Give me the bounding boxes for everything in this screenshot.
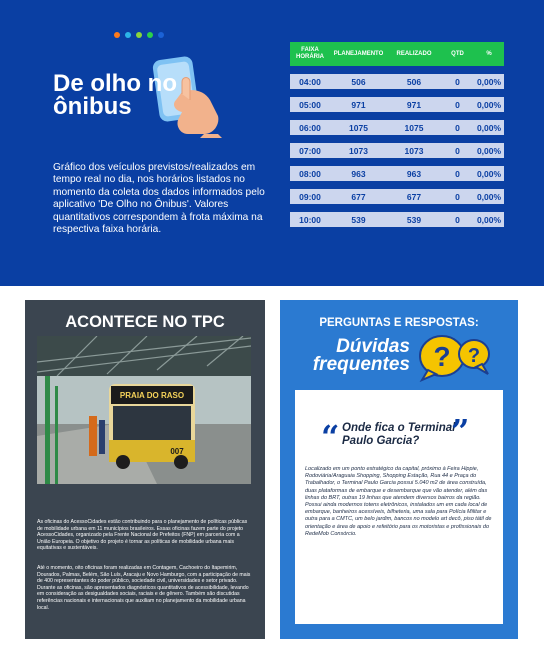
table-row (290, 97, 504, 112)
cell-qty: 0 (441, 166, 474, 181)
decorative-dots (114, 32, 164, 38)
cell-qty: 0 (441, 189, 474, 204)
cell-percent: 0,00% (474, 189, 504, 204)
table-row (290, 120, 504, 135)
cell-percent: 0,00% (474, 74, 504, 89)
cell-time: 07:00 (290, 143, 330, 158)
cell-qty: 0 (441, 74, 474, 89)
dot-green (147, 32, 153, 38)
cell-realized: 539 (387, 212, 441, 227)
col-header-qty: QTD (441, 42, 474, 66)
table-row (290, 143, 504, 158)
bus-terminal-photo (37, 336, 251, 484)
cell-qty: 0 (441, 97, 474, 112)
hero-section (0, 0, 544, 286)
col-header-time-range: FAIXA HORÁRIA (290, 42, 330, 66)
svg-text:?: ? (433, 341, 451, 372)
cell-planned: 963 (330, 166, 387, 181)
table-row (290, 189, 504, 204)
cell-realized: 963 (387, 166, 441, 181)
faq-card (280, 300, 518, 639)
col-header-percent: % (474, 42, 504, 66)
cell-percent: 0,00% (474, 166, 504, 181)
cell-planned: 971 (330, 97, 387, 112)
faq-title (313, 338, 410, 374)
faq-answer: Localizado em um ponto estratégico da capital, próximo à Feira Hippie, Rodoviária/Araguaia Shopping, Shopping Estação, Rua 44 e Praça do Trabalhador, o Terminal Paulo Garcia possui 5.040 m2 de área construída, duas plataformas de embarque e desembarque que vão atender, além das linhas do BRT, outras 19 linhas que atendem diversos bairros da região. Possui ainda modernos totens eletrônicos, instalados um em cada local de embarque, banheiros acessíveis, bilheteria, uma sala para Polícia Militar e outra para a CMTC, um belo jardim, bancos no modelo art decô, piso tátil de orientação e área de apoio e refeitório para os motoristas e profissionais do RedeMob Consórcio. (305, 466, 492, 537)
dot-cyan (125, 32, 131, 38)
faq-heading: PERGUNTAS E RESPOSTAS: (319, 317, 479, 329)
dot-orange (114, 32, 120, 38)
faq-title-line-2: frequentes (312, 354, 410, 375)
cell-realized: 677 (387, 189, 441, 204)
bus-number: 007 (170, 447, 184, 456)
faq-answer-box (295, 390, 503, 624)
dot-lime (136, 32, 142, 38)
cell-qty: 0 (441, 120, 474, 135)
col-header-realized: REALIZADO (387, 42, 441, 66)
cell-qty: 0 (441, 212, 474, 227)
cell-realized: 971 (387, 97, 441, 112)
hero-title: De olho no ônibus (53, 70, 177, 120)
cell-time: 09:00 (290, 189, 330, 204)
svg-text:?: ? (467, 345, 481, 367)
news-title: ACONTECE NO TPC (65, 313, 225, 331)
cell-percent: 0,00% (474, 97, 504, 112)
cell-planned: 1073 (330, 143, 387, 158)
cell-planned: 539 (330, 212, 387, 227)
news-paragraph-1: As oficinas do AcessoCidades estão contribuindo para o planejamento de políticas públicas de mobilidade urbana em 11 municípios brasileiros. Essas oficinas fazem parte do projeto AcessoCidades, organizado pela Frente Nacional de Prefeitos (FNP) em parceria com a União Europeia. O objetivo do projeto é tornar as políticas de mobilidade urbana mais equitativas e sustentáveis. (37, 519, 248, 552)
cell-percent: 0,00% (474, 120, 504, 135)
table-row (290, 212, 504, 227)
table-row (290, 74, 504, 89)
news-paragraph-2: Até o momento, oito oficinas foram realizadas em Contagem, Cachoeiro do Itapemirim, Dourados, Palmas, Belém, São Luís, Aracaju e Novo Hamburgo, com a participação de mais de 400 representantes do poder público, sociedade civil, universidades e setor privado. Durante as oficinas, são apresentados diagnósticos quantitativos de acessibilidade, levando em consideração as desigualdades sociais, raciais e de gênero. Também são discutidas referências nacionais e internacionais que auxiliam no planejamento da mobilidade urbana local. (37, 565, 251, 611)
faq-question: Onde fica o Terminal Paulo Garcia? (342, 422, 456, 447)
cell-percent: 0,00% (474, 143, 504, 158)
cell-time: 04:00 (290, 74, 330, 89)
dot-blue (158, 32, 164, 38)
quote-close-mark: ” (451, 412, 470, 450)
faq-title-line-1: Dúvidas (336, 336, 410, 357)
question-bubbles-icon (414, 332, 494, 382)
cell-realized: 506 (387, 74, 441, 89)
cell-time: 10:00 (290, 212, 330, 227)
table-row (290, 166, 504, 181)
cell-realized: 1075 (387, 120, 441, 135)
quote-open-mark: “ (321, 418, 340, 456)
cell-qty: 0 (441, 143, 474, 158)
table-header-row (290, 42, 504, 66)
cell-time: 08:00 (290, 166, 330, 181)
cell-planned: 677 (330, 189, 387, 204)
schedule-table (290, 34, 504, 235)
cell-time: 06:00 (290, 120, 330, 135)
cell-time: 05:00 (290, 97, 330, 112)
col-header-planned: PLANEJAMENTO (330, 42, 387, 66)
cell-planned: 506 (330, 74, 387, 89)
cell-realized: 1073 (387, 143, 441, 158)
cell-planned: 1075 (330, 120, 387, 135)
news-card (25, 300, 265, 639)
cell-percent: 0,00% (474, 212, 504, 227)
hero-description: Gráfico dos veículos previstos/realizados em tempo real no dia, nos horários listados no momento da coleta dos dados informados pelo aplicativo 'De Olho no Ônibus'. Valores quantitativos correspondem à frota máxima na respectiva faixa horária. (53, 162, 265, 236)
bus-destination-sign: PRAIA DO RASO (119, 391, 185, 400)
